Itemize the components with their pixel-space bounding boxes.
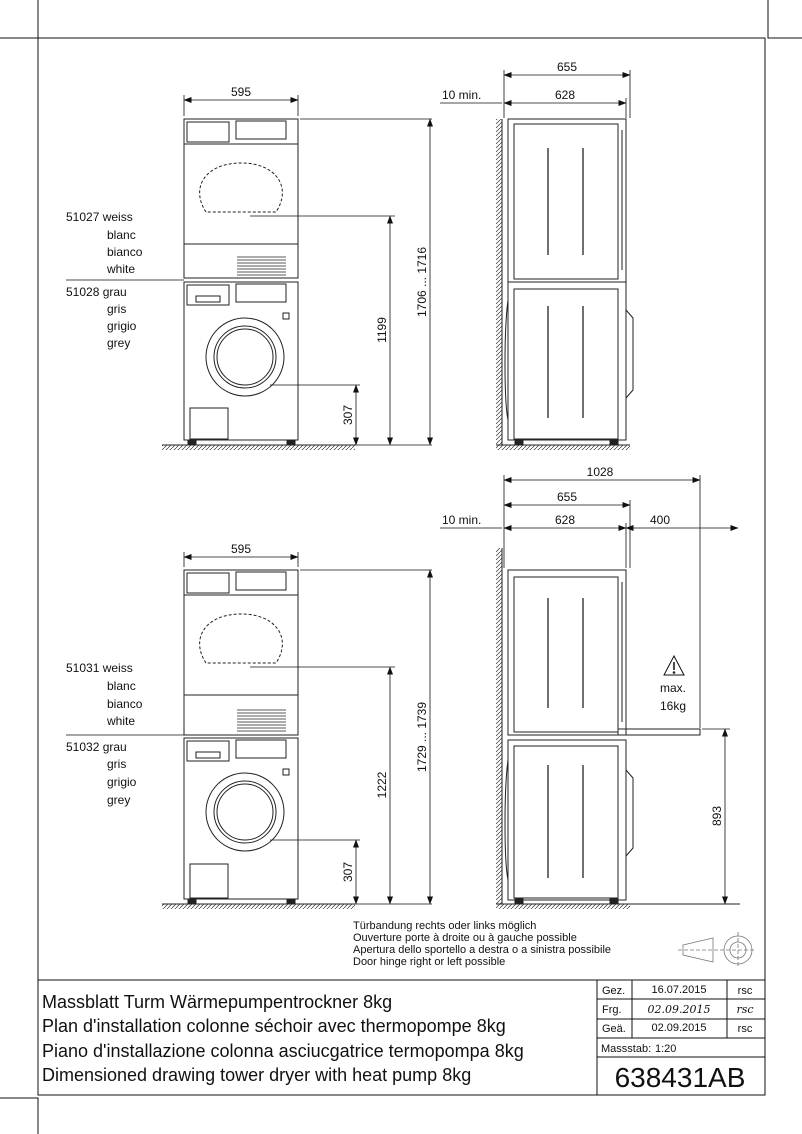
scale-label: Massstab: bbox=[601, 1043, 652, 1055]
bottom-side-depth-body: 628 bbox=[554, 513, 576, 527]
bottom-side-depth-extended: 1028 bbox=[586, 465, 614, 479]
top-front-height-door: 1199 bbox=[375, 317, 389, 343]
variant-name: bianco bbox=[107, 245, 143, 259]
revision-label: Gez. bbox=[602, 985, 626, 997]
variant-name: white bbox=[107, 714, 136, 728]
bottom-front-width-dim: 595 bbox=[230, 542, 252, 556]
top-front-view bbox=[162, 119, 355, 450]
bottom-side-shelf-height: 893 bbox=[710, 805, 724, 827]
title-block-titles bbox=[42, 992, 524, 1085]
top-side-depth-total: 655 bbox=[556, 60, 578, 74]
revision-row bbox=[602, 1022, 753, 1035]
note-line: Türbandung rechts oder links möglich bbox=[353, 920, 537, 932]
note-line: Ouverture porte à droite ou à gauche possible bbox=[353, 932, 577, 944]
bottom-front-height-door: 1222 bbox=[375, 771, 389, 799]
scale-value: 1:20 bbox=[655, 1043, 677, 1055]
top-side-view bbox=[496, 119, 633, 450]
bottom-side-clearance: 10 min. bbox=[442, 513, 482, 527]
bottom-side-depth-total: 655 bbox=[556, 490, 578, 504]
bottom-side-shelf-extension: 400 bbox=[649, 513, 671, 527]
top-front-width-dim: 595 bbox=[230, 85, 252, 99]
top-front-height-total: 1706 ... 1716 bbox=[415, 246, 429, 318]
revision-initials: rsc bbox=[736, 1003, 754, 1016]
revision-date: 02.09.2015 bbox=[647, 1003, 711, 1016]
title-line: Plan d'installation colonne séchoir avec thermopompe 8kg bbox=[42, 1016, 506, 1036]
variant-name: blanc bbox=[107, 228, 136, 242]
top-variant-white bbox=[66, 210, 143, 276]
note-line: Door hinge right or left possible bbox=[353, 956, 506, 968]
top-side-depth-body: 628 bbox=[554, 88, 576, 102]
top-front-height-base: 307 bbox=[341, 404, 355, 426]
bottom-front-view bbox=[162, 570, 355, 909]
variant-code-label: 51028 grau bbox=[66, 285, 127, 299]
top-side-clearance: 10 min. bbox=[442, 88, 482, 102]
revision-row bbox=[602, 984, 753, 997]
load-warning-line2: 16kg bbox=[660, 699, 687, 713]
bottom-variant-grey bbox=[66, 740, 137, 807]
load-warning-line1: max. bbox=[660, 681, 687, 695]
revision-initials: rsc bbox=[737, 1023, 753, 1035]
document-number: 638431AB bbox=[614, 1062, 746, 1093]
variant-name: grey bbox=[107, 336, 131, 350]
revision-label: Geä. bbox=[602, 1023, 626, 1035]
title-line: Dimensioned drawing tower dryer with heat pump 8kg bbox=[42, 1065, 472, 1085]
revision-date: 16.07.2015 bbox=[651, 984, 707, 996]
bottom-side-view bbox=[496, 548, 740, 909]
bottom-front-height-base: 307 bbox=[341, 861, 355, 883]
top-variant-grey bbox=[66, 285, 137, 350]
variant-code-label: 51031 weiss bbox=[66, 661, 133, 675]
revision-initials: rsc bbox=[737, 985, 753, 997]
variant-name: grigio bbox=[107, 775, 137, 789]
title-line: Piano d'installazione colonna asciucgatrice termopompa 8kg bbox=[42, 1041, 524, 1061]
title-line: Massblatt Turm Wärmepumpentrockner 8kg bbox=[42, 992, 393, 1012]
revision-row bbox=[602, 1003, 754, 1016]
revision-date: 02.09.2015 bbox=[651, 1022, 707, 1034]
variant-name: gris bbox=[107, 302, 127, 316]
note-line: Apertura dello sportello a destra o a sinistra possibile bbox=[353, 944, 612, 956]
revision-label: Frg. bbox=[602, 1004, 622, 1016]
variant-name: gris bbox=[107, 757, 127, 771]
variant-code-label: 51027 weiss bbox=[66, 210, 133, 224]
bottom-variant-white bbox=[66, 661, 143, 728]
bottom-side-dimensions bbox=[440, 475, 738, 904]
variant-code-label: 51032 grau bbox=[66, 740, 127, 754]
variant-name: blanc bbox=[107, 679, 136, 693]
variant-name: white bbox=[107, 262, 136, 276]
variant-name: grey bbox=[107, 793, 131, 807]
door-hinge-note bbox=[353, 920, 611, 968]
variant-name: bianco bbox=[107, 697, 143, 711]
projection-symbol-icon bbox=[678, 932, 756, 968]
bottom-front-height-total: 1729 ... 1739 bbox=[415, 701, 429, 773]
variant-name: grigio bbox=[107, 319, 137, 333]
